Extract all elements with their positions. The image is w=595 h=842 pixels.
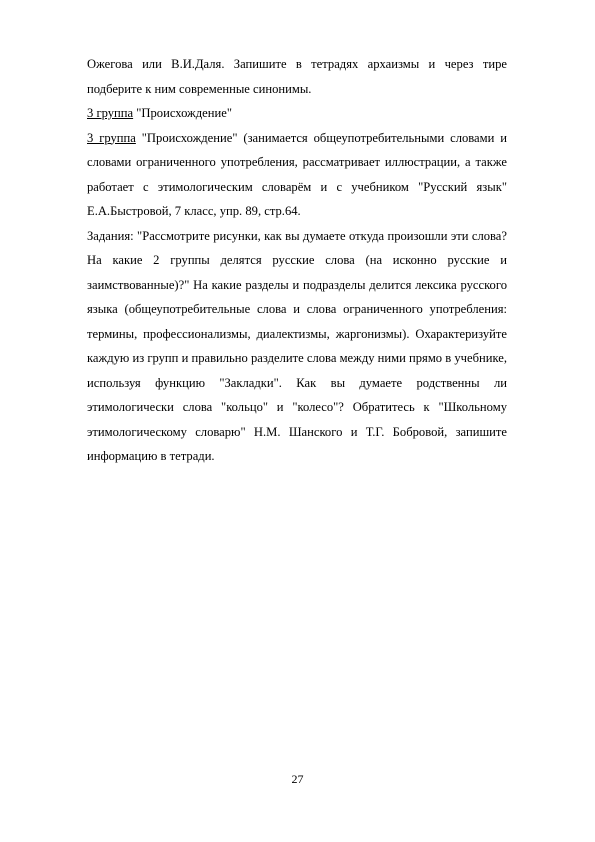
paragraph-group-description <box>87 126 507 224</box>
paragraph-tasks: Задания: "Рассмотрите рисунки, как вы думаете откуда произошли эти слова? На какие 2 группы делятся русские слова (на исконно русские и заимствованные)?" На какие разделы и подразделы делится лексика русского языка (общеупотребительные слова и слова ограниченного употребления: термины, профессионализмы, диалектизмы, жаргонизмы). Охарактеризуйте каждую из групп и правильно разделите слова между ними прямо в учебнике, используя функцию "Закладки". Как вы думаете родственны ли этимологически слова "кольцо" и "колесо"? Обратитесь к "Школьному этимологическому словарю" Н.М. Шанского и Т.Г. Бобровой, запишите информацию в тетради. <box>87 228 508 463</box>
group-title: "Происхождение" <box>133 106 232 120</box>
page-number: 27 <box>291 772 304 786</box>
group-label: 3 группа <box>87 106 134 120</box>
paragraph-archaisms: Ожегова или В.И.Даля. Запишите в тетрадях архаизмы и через тире подберите к ним современные синонимы. <box>87 57 507 96</box>
group-description-text: "Происхождение" (занимается общеупотребительными словами и словами ограниченного употребления, рассматривает иллюстрации, а также работает с этимологическим словарём и с учебником "Русский язык" Е.А.Быстровой, 7 класс, упр. 89, стр.64. <box>87 130 508 218</box>
page-content <box>87 52 507 469</box>
paragraph-group-heading <box>87 101 507 126</box>
group-label: 3 группа <box>87 130 136 145</box>
